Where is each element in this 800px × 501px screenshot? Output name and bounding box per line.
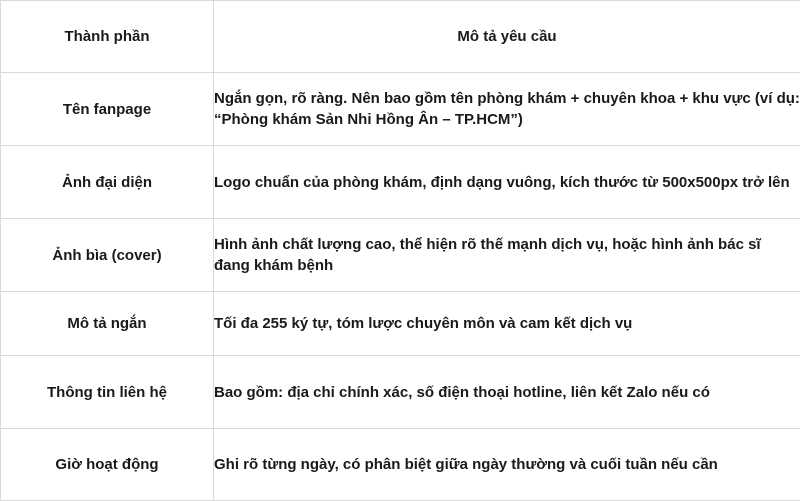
header-description: Mô tả yêu cầu <box>214 1 800 73</box>
row-description-short-description: Tối đa 255 ký tự, tóm lược chuyên môn và cam kết dịch vụ <box>214 292 800 356</box>
row-component-cover: Ảnh bìa (cover) <box>1 219 214 292</box>
table-row <box>1 146 800 219</box>
table-row <box>1 356 800 429</box>
header-component: Thành phần <box>1 1 214 73</box>
table-row <box>1 429 800 501</box>
row-component-contact-info: Thông tin liên hệ <box>1 356 214 429</box>
table-row <box>1 219 800 292</box>
row-description-opening-hours: Ghi rõ từng ngày, có phân biệt giữa ngày thường và cuối tuần nếu cần <box>214 429 800 501</box>
table-row <box>1 292 800 356</box>
table-header-row <box>1 1 800 73</box>
row-description-cover: Hình ảnh chất lượng cao, thể hiện rõ thế mạnh dịch vụ, hoặc hình ảnh bác sĩ đang khám bệnh <box>214 219 800 292</box>
table-row <box>1 73 800 146</box>
row-description-avatar: Logo chuẩn của phòng khám, định dạng vuông, kích thước từ 500x500px trở lên <box>214 146 800 219</box>
row-description-fanpage-name: Ngắn gọn, rõ ràng. Nên bao gồm tên phòng khám + chuyên khoa + khu vực (ví dụ: “Phòng khám Sản Nhi Hồng Ân – TP.HCM”) <box>214 73 800 146</box>
row-component-fanpage-name: Tên fanpage <box>1 73 214 146</box>
row-component-avatar: Ảnh đại diện <box>1 146 214 219</box>
row-component-short-description: Mô tả ngắn <box>1 292 214 356</box>
row-component-opening-hours: Giờ hoạt động <box>1 429 214 501</box>
row-description-contact-info: Bao gồm: địa chỉ chính xác, số điện thoại hotline, liên kết Zalo nếu có <box>214 356 800 429</box>
